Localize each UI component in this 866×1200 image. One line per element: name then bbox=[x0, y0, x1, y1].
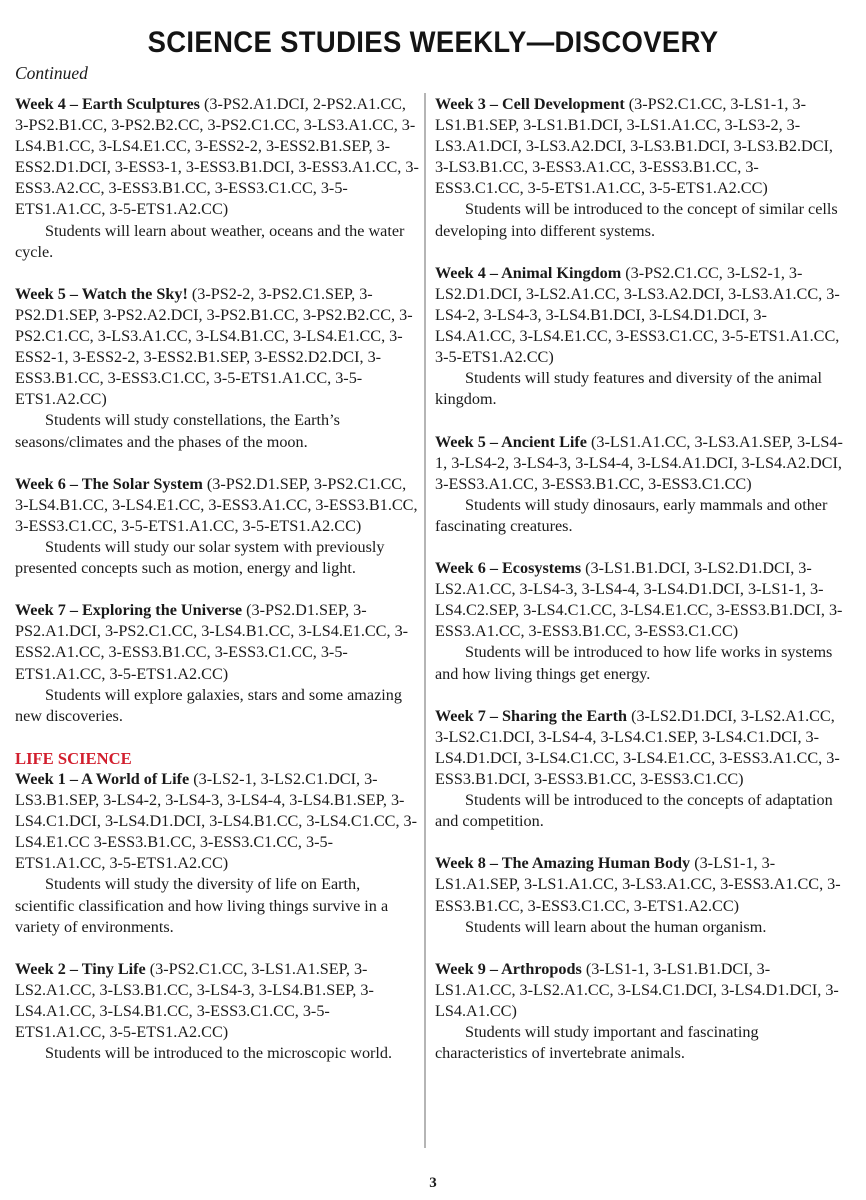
week-title: Week 6 – The Solar System bbox=[15, 474, 203, 493]
standards-list: (3-PS2.C1.CC, 3-LS2-1, 3-LS2.D1.DCI, 3-LS2.A1.CC, 3-LS3.A2.DCI, 3-LS3.A1.CC, 3-LS4-2, 3-LS4-3, 3-LS4.B1.DCI, 3-LS4.D1.DCI, 3-LS4.A1.CC, 3-LS4.E1.CC, 3-ESS3.C1.CC, 3-5-ETS1.A1.CC, 3-5-ETS1.A2.CC) bbox=[435, 263, 840, 367]
week-title: Week 7 – Sharing the Earth bbox=[435, 706, 628, 725]
week-entry-ancient-life bbox=[435, 432, 845, 537]
week-description: Students will be introduced to how life works in systems and how living things get energy. bbox=[435, 643, 833, 683]
standards-list: (3-PS2.D1.SEP, 3-PS2.A1.DCI, 3-PS2.C1.CC, 3-LS4.B1.CC, 3-LS4.E1.CC, 3-ESS2.A1.CC, 3-ESS3.B1.CC, 3-ESS3.C1.CC, 3-5-ETS1.A1.CC, 3-5-ETS1.A2.CC) bbox=[15, 601, 409, 683]
week-title: Week 7 – Exploring the Universe bbox=[15, 601, 243, 620]
week-title: Week 3 – Cell Development bbox=[435, 95, 625, 113]
left-column bbox=[15, 94, 420, 1085]
continued-label: Continued bbox=[15, 63, 88, 83]
column-divider bbox=[424, 93, 426, 1148]
week-entry-cell-development bbox=[435, 94, 845, 242]
week-entry-world-of-life bbox=[15, 769, 420, 938]
week-title: Week 6 – Ecosystems bbox=[435, 559, 582, 578]
week-description: Students will study constellations, the Earth’s seasons/climates and the phases of the moon. bbox=[15, 411, 340, 451]
section-heading-life-science: LIFE SCIENCE bbox=[15, 748, 132, 768]
week-title: Week 2 – Tiny Life bbox=[15, 959, 146, 978]
week-entry-solar-system bbox=[15, 474, 420, 579]
standards-list: (3-LS1-1, 3-LS1.A1.SEP, 3-LS1.A1.CC, 3-LS3.A1.CC, 3-ESS3.A1.CC, 3-ESS3.B1.CC, 3-ESS3.C1.CC, 3-ETS1.A2.CC) bbox=[435, 854, 841, 915]
week-description: Students will be introduced to the concept of similar cells developing into different systems. bbox=[435, 200, 838, 240]
week-entry-exploring-universe bbox=[15, 600, 420, 727]
week-title: Week 8 – The Amazing Human Body bbox=[435, 854, 691, 873]
standards-list: (3-LS1.A1.CC, 3-LS3.A1.SEP, 3-LS4-1, 3-LS4-2, 3-LS4-3, 3-LS4-4, 3-LS4.A1.DCI, 3-LS4.A2.DCI, 3-ESS3.A1.CC, 3-ESS3.B1.CC, 3-ESS3.C1.CC) bbox=[435, 432, 843, 493]
week-entry-sharing-the-earth bbox=[435, 706, 845, 833]
week-description: Students will study important and fascinating characteristics of invertebrate animals. bbox=[435, 1023, 759, 1063]
standards-list: (3-PS2-2, 3-PS2.C1.SEP, 3-PS2.D1.SEP, 3-PS2.A2.DCI, 3-PS2.B1.CC, 3-PS2.B2.CC, 3-PS2.C1.CC, 3-LS3.A1.CC, 3-LS4.B1.CC, 3-LS4.E1.CC, 3-ESS2-1, 3-ESS2-2, 3-ESS2.B1.SEP, 3-ESS2.D2.DCI, 3-ESS3.B1.CC, 3-ESS3.C1.CC, 3-5-ETS1.A1.CC, 3-5-ETS1.A2.CC) bbox=[15, 284, 413, 409]
week-description: Students will explore galaxies, stars and some amazing new discoveries. bbox=[15, 685, 402, 725]
week-entry-tiny-life bbox=[15, 959, 420, 1064]
week-description: Students will learn about weather, oceans and the water cycle. bbox=[15, 221, 405, 261]
week-entry-human-body bbox=[435, 853, 845, 937]
standards-list: (3-PS2.A1.DCI, 2-PS2.A1.CC, 3-PS2.B1.CC, 3-PS2.B2.CC, 3-PS2.C1.CC, 3-LS3.A1.CC, 3-LS4.B1.CC, 3-LS4.E1.CC, 3-ESS2-2, 3-ESS2.B1.SEP, 3-ESS2.D1.DCI, 3-ESS3-1, 3-ESS3.B1.DCI, 3-ESS3.A1.CC, 3-ESS3.A2.CC, 3-ESS3.B1.CC, 3-ESS3.C1.CC, 3-5-ETS1.A1.CC, 3-5-ETS1.A2.CC) bbox=[15, 95, 419, 219]
week-description: Students will study features and diversity of the animal kingdom. bbox=[435, 369, 822, 409]
week-description: Students will be introduced to the microscopic world. bbox=[45, 1044, 393, 1063]
page-title: SCIENCE STUDIES WEEKLY—DISCOVERY bbox=[147, 25, 719, 59]
page-number: 3 bbox=[429, 1175, 437, 1191]
week-description: Students will be introduced to the concepts of adaptation and competition. bbox=[435, 791, 833, 831]
week-title: Week 9 – Arthropods bbox=[435, 959, 582, 978]
week-title: Week 5 – Ancient Life bbox=[435, 432, 587, 451]
week-title: Week 5 – Watch the Sky! bbox=[15, 284, 188, 303]
standards-list: (3-LS1.B1.DCI, 3-LS2.D1.DCI, 3-LS2.A1.CC, 3-LS4-3, 3-LS4-4, 3-LS4.D1.DCI, 3-LS1-1, 3-LS4.C2.SEP, 3-LS4.C1.CC, 3-LS4.E1.CC, 3-ESS3.B1.DCI, 3-ESS3.A1.CC, 3-ESS3.B1.CC, 3-ESS3.C1.CC) bbox=[435, 559, 843, 641]
week-entry-ecosystems bbox=[435, 558, 845, 685]
standards-list: (3-LS2-1, 3-LS2.C1.DCI, 3-LS3.B1.SEP, 3-LS4-2, 3-LS4-3, 3-LS4-4, 3-LS4.B1.SEP, 3-LS4.C1.DCI, 3-LS4.D1.DCI, 3-LS4.B1.CC, 3-LS4.C1.CC, 3-LS4.E1.CC 3-ESS3.B1.CC, 3-ESS3.C1.CC, 3-5-ETS1.A1.CC, 3-5-ETS1.A2.CC) bbox=[15, 770, 418, 873]
standards-list: (3-PS2.C1.CC, 3-LS1.A1.SEP, 3-LS2.A1.CC, 3-LS3.B1.CC, 3-LS4-3, 3-LS4.B1.SEP, 3-LS4.A1.CC, 3-LS4.B1.CC, 3-ESS3.C1.CC, 3-5-ETS1.A1.CC, 3-5-ETS1.A2.CC) bbox=[15, 959, 374, 1042]
week-entry-watch-the-sky bbox=[15, 284, 420, 453]
week-description: Students will study our solar system with previously presented concepts such as motion, energy and light. bbox=[15, 537, 385, 578]
week-entry-animal-kingdom bbox=[435, 263, 845, 411]
week-entry-earth-sculptures bbox=[15, 94, 420, 263]
week-title: Week 1 – A World of Life bbox=[15, 770, 190, 788]
week-description: Students will study the diversity of life on Earth, scientific classification and how living things survive in a variety of environments. bbox=[15, 875, 389, 936]
week-description: Students will learn about the human organism. bbox=[465, 917, 767, 936]
standards-list: (3-PS2.C1.CC, 3-LS1-1, 3-LS1.B1.SEP, 3-LS1.B1.DCI, 3-LS1.A1.CC, 3-LS3-2, 3-LS3.A1.DCI, 3-LS3.A2.DCI, 3-LS3.B1.DCI, 3-LS3.B2.DCI, 3-LS3.B1.CC, 3-ESS3.A1.CC, 3-ESS3.B1.CC, 3-ESS3.C1.CC, 3-5-ETS1.A1.CC, 3-5-ETS1.A2.CC) bbox=[435, 95, 833, 198]
week-entry-arthropods bbox=[435, 959, 845, 1064]
standards-list: (3-LS2.D1.DCI, 3-LS2.A1.CC, 3-LS2.C1.DCI, 3-LS4-4, 3-LS4.C1.SEP, 3-LS4.C1.DCI, 3-LS4.D1.DCI, 3-LS4.C1.CC, 3-LS4.E1.CC, 3-ESS3.A1.CC, 3-ESS3.B1.DCI, 3-ESS3.B1.CC, 3-ESS3.C1.CC) bbox=[435, 706, 840, 788]
standards-list: (3-LS1-1, 3-LS1.B1.DCI, 3-LS1.A1.CC, 3-LS2.A1.CC, 3-LS4.C1.DCI, 3-LS4.D1.DCI, 3-LS4.A1.CC) bbox=[435, 959, 839, 1021]
week-title: Week 4 – Earth Sculptures bbox=[15, 95, 200, 113]
week-description: Students will study dinosaurs, early mammals and other fascinating creatures. bbox=[435, 495, 828, 535]
right-column bbox=[435, 94, 845, 1085]
week-title: Week 4 – Animal Kingdom bbox=[435, 263, 622, 282]
standards-list: (3-PS2.D1.SEP, 3-PS2.C1.CC, 3-LS4.B1.CC, 3-LS4.E1.CC, 3-ESS3.A1.CC, 3-ESS3.B1.CC, 3-ESS3.C1.CC, 3-5-ETS1.A1.CC, 3-5-ETS1.A2.CC) bbox=[15, 474, 418, 535]
